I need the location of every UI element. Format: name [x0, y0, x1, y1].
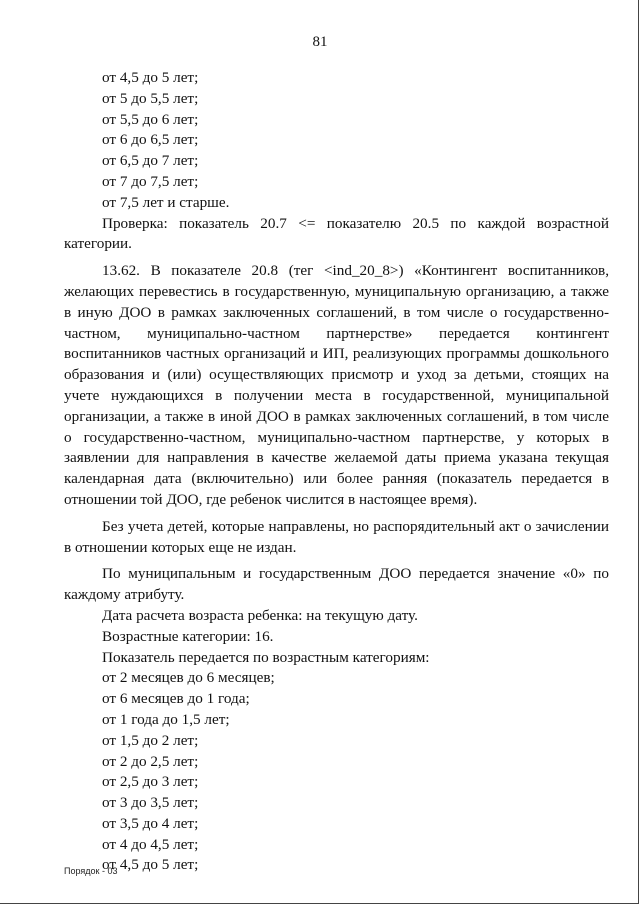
list-item: от 4 до 4,5 лет;	[102, 835, 199, 853]
list-item: от 6 до 6,5 лет;	[102, 131, 199, 149]
list-item: от 6,5 до 7 лет;	[102, 152, 199, 170]
list-item: от 5,5 до 6 лет;	[102, 110, 199, 128]
exclusion-paragraph: Без учета детей, которые направлены, но распорядительный акт о зачислении в отношении которых еще не издан.	[64, 517, 609, 556]
list-item: от 7 до 7,5 лет;	[102, 172, 199, 190]
list-item: от 1 года до 1,5 лет;	[102, 710, 230, 728]
age-categories-line: Возрастные категории: 16.	[102, 627, 274, 645]
list-item: от 7,5 лет и старше.	[102, 193, 230, 211]
list-item: от 3,5 до 4 лет;	[102, 814, 199, 832]
list-item: от 2 месяцев до 6 месяцев;	[102, 669, 275, 687]
list-item: от 6 месяцев до 1 года;	[102, 690, 250, 708]
by-category-line: Показатель передается по возрастным категориям:	[102, 648, 430, 666]
list-item: от 4,5 до 5 лет;	[102, 69, 199, 86]
zero-value-paragraph: По муниципальным и государственным ДОО передается значение «0» по каждому атрибуту.	[64, 565, 609, 604]
list-item: от 2 до 2,5 лет;	[102, 752, 199, 770]
list-item: от 3 до 3,5 лет;	[102, 794, 199, 812]
page-number: 81	[312, 34, 328, 50]
document-body	[64, 68, 609, 876]
calc-date-line: Дата расчета возраста ребенка: на текущую дату.	[102, 606, 418, 624]
list-item: от 4,5 до 5 лет;	[102, 856, 199, 874]
list-item: от 2,5 до 3 лет;	[102, 773, 199, 791]
list-item: от 5 до 5,5 лет;	[102, 89, 199, 107]
footer-label: Порядок - 03	[64, 866, 118, 876]
list-item: от 1,5 до 2 лет;	[102, 731, 199, 749]
check-paragraph: Проверка: показатель 20.7 <= показателю 20.5 по каждой возрастной категории.	[64, 214, 609, 253]
section-13-62-paragraph: 13.62. В показателе 20.8 (тег <ind_20_8>) «Контингент воспитанников, желающих перевестись в государственную, муниципальную организацию, а также в иную ДОО в рамках заключенных соглашений, в том числе о государственно-частном, муниципально-частном партнерстве» передается контингент воспитанников частных организаций и ИП, реализующих программы дошкольного образования и (или) осуществляющих присмотр и уход за детьми, стоящих на учете нуждающихся в получении места в государственной, муниципальной организации, а также в иной ДОО в рамках заключенных соглашений, в том числе о государственно-частном, муниципально-частном партнерстве, у которых в заявлении для направления в качестве желаемой даты приема указана текущая календарная дата (включительно) или более ранняя (показатель передается в отношении той ДОО, где ребенок числится в настоящее время).	[64, 262, 609, 508]
